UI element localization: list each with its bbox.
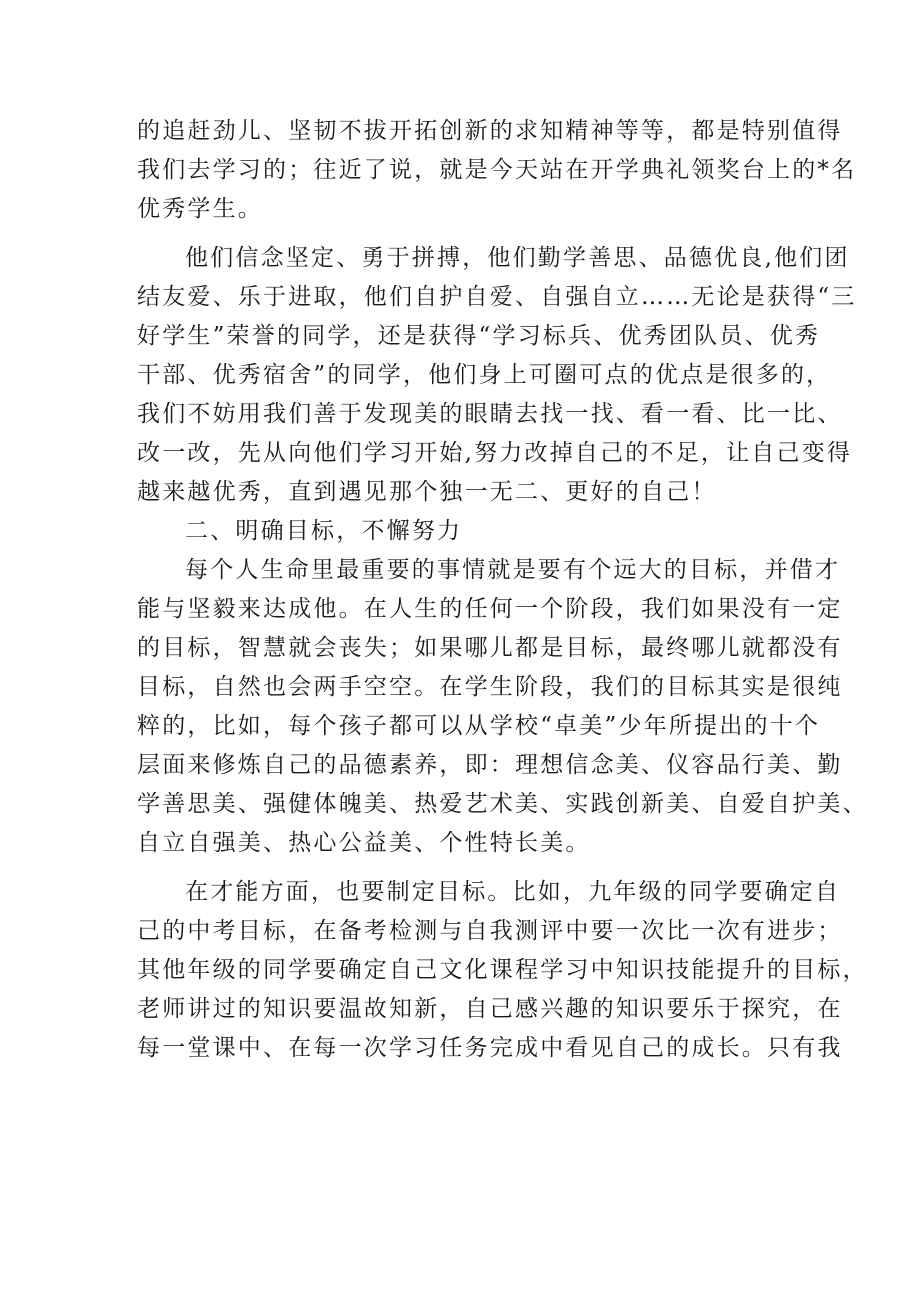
text-line: 他们信念坚定、勇于拼搏，他们勤学善思、品德优良,他们团 bbox=[185, 245, 850, 271]
text-line: 己的中考目标，在备考检测与自我测评中要一次比一次有进步； bbox=[137, 918, 843, 944]
text-line: 学善思美、强健体魄美、热爱艺术美、实践创新美、自爱自护美、 bbox=[137, 791, 868, 817]
document-body bbox=[137, 112, 868, 1068]
text-line: 粹的，比如，每个孩子都可以从学校“卓美”少年所提出的十个 bbox=[137, 713, 821, 739]
paragraph-3 bbox=[137, 551, 868, 863]
section-heading bbox=[137, 512, 797, 551]
text-line: 其他年级的同学要确定自己文化课程学习中知识技能提升的目标， bbox=[137, 957, 868, 983]
paragraph-2 bbox=[137, 239, 857, 512]
text-line: 的目标，智慧就会丧失；如果哪儿都是目标，最终哪儿就都没有 bbox=[137, 635, 843, 661]
text-line: 老师讲过的知识要温故知新，自己感兴趣的知识要乐于探究，在 bbox=[137, 996, 843, 1022]
text-line: 干部、优秀宿舍”的同学，他们身上可圈可点的优点是很多的， bbox=[137, 362, 832, 388]
text-line: 自立自强美、热心公益美、个性特长美。 bbox=[137, 830, 591, 856]
text-line: 我们不妨用我们善于发现美的眼睛去找一找、看一看、比一比、 bbox=[137, 401, 843, 427]
heading-text: 二、明确目标，不懈努力 bbox=[185, 518, 463, 544]
text-line: 目标，自然也会两手空空。在学生阶段，我们的目标其实是很纯 bbox=[137, 674, 843, 700]
text-line: 每个人生命里最重要的事情就是要有个远大的目标，并借才 bbox=[185, 557, 841, 583]
text-line: 的追赶劲儿、坚韧不拔开拓创新的求知精神等等，都是特别值得 bbox=[137, 118, 843, 144]
text-line: 改一改，先从向他们学习开始,努力改掉自己的不足，让自己变得 bbox=[137, 440, 853, 466]
text-line: 越来越优秀，直到遇见那个独一无二、更好的自己！ bbox=[137, 479, 717, 505]
text-line: 优秀学生。 bbox=[137, 196, 263, 222]
text-line: 结友爱、乐于进取，他们自护自爱、自强自立……无论是获得“三 bbox=[137, 284, 857, 310]
text-line: 我们去学习的；往近了说，就是今天站在开学典礼领奖台上的*名 bbox=[137, 157, 857, 183]
text-line: 好学生”荣誉的同学，还是获得“学习标兵、优秀团队员、优秀 bbox=[137, 323, 821, 349]
text-line: 层面来修炼自己的品德素养，即：理想信念美、仪容品行美、勤 bbox=[137, 752, 843, 778]
text-line: 能与坚毅来达成他。在人生的任何一个阶段，我们如果没有一定 bbox=[137, 596, 843, 622]
text-line: 在才能方面，也要制定目标。比如，九年级的同学要确定自 bbox=[185, 879, 841, 905]
paragraph-4 bbox=[137, 873, 868, 1068]
text-line: 每一堂课中、在每一次学习任务完成中看见自己的成长。只有我 bbox=[137, 1035, 843, 1061]
paragraph-1 bbox=[137, 112, 857, 229]
